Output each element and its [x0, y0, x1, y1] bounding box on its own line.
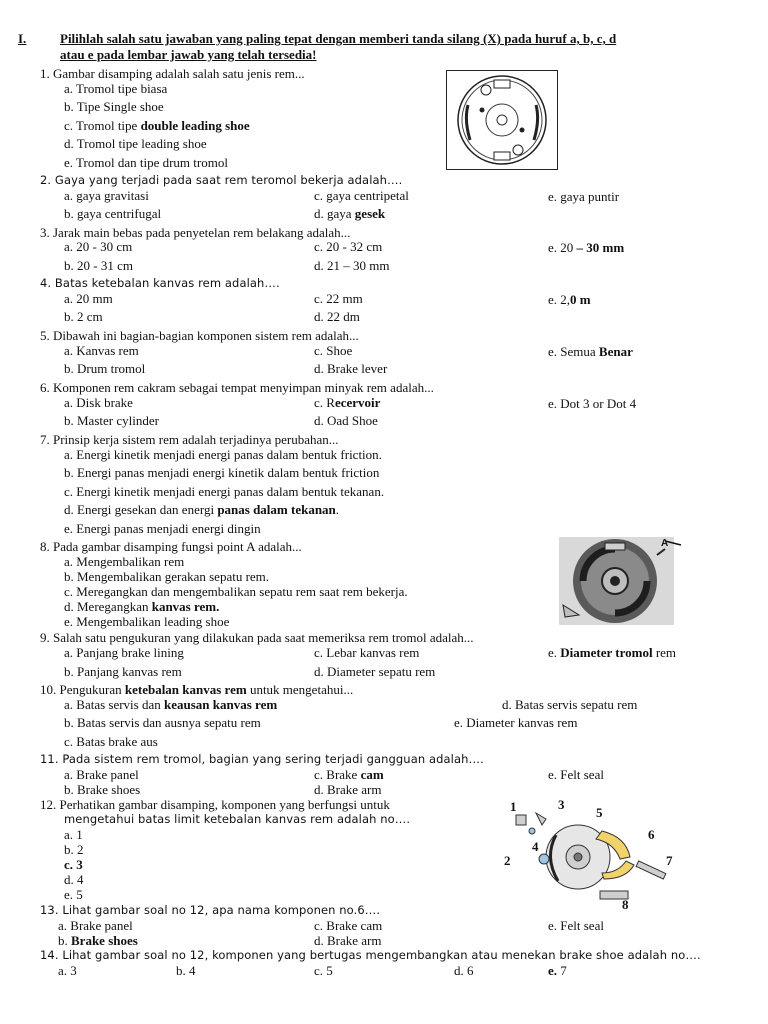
line-text: b. Brake shoes [64, 782, 141, 797]
line-text-tail: rem [652, 645, 677, 660]
line-text: e. Tromol dan tipe drum tromol [64, 155, 228, 170]
question-line [314, 933, 382, 948]
question-line [40, 225, 350, 240]
question-line [64, 502, 339, 517]
question-line [64, 554, 184, 569]
question-line [548, 344, 633, 359]
line-text: a. Mengembalikan rem [64, 554, 185, 569]
question-line [548, 918, 604, 933]
question-line [64, 887, 83, 902]
question-line [64, 664, 182, 679]
question-line [40, 630, 474, 645]
question-line [40, 903, 380, 918]
line-text-tail: 7 [557, 963, 567, 978]
line-text: 3. Jarak main bebas pada penyetelan rem belakang adalah... [40, 225, 351, 240]
line-text: c. Brake cam [314, 918, 383, 933]
question-line [40, 539, 302, 554]
line-text: b. [58, 933, 71, 948]
question-line [64, 155, 228, 170]
figure-label-6: 6 [648, 827, 655, 842]
question-line [64, 188, 149, 203]
question-line [314, 343, 352, 358]
question-line [40, 797, 390, 812]
line-text: a. Brake panel [64, 767, 139, 782]
instruction-line-2: atau e pada lembar jawab yang telah tersedia! [60, 47, 317, 62]
question-line [40, 752, 484, 767]
question-line [314, 188, 409, 203]
question-line [314, 963, 333, 978]
line-text: d. 4 [64, 872, 84, 887]
line-text: d. Energi gesekan dan energi [64, 502, 218, 517]
line-text: 5. Dibawah ini bagian-bagian komponen sistem rem adalah... [40, 328, 359, 343]
line-bold-text: Diameter tromol [560, 645, 653, 660]
line-text: e. 5 [64, 887, 83, 902]
question-line [58, 918, 133, 933]
line-text: d. Batas servis sepatu rem [502, 697, 638, 712]
line-text: a. 20 mm [64, 291, 113, 306]
line-text: b. Mengembalikan gerakan sepatu rem. [64, 569, 270, 584]
line-text: b. Panjang kanvas rem [64, 664, 182, 679]
line-bold-text: – 30 mm [576, 240, 625, 255]
line-text: d. Brake lever [314, 361, 388, 376]
line-text: e. 2, [548, 292, 571, 307]
question-line [40, 682, 353, 697]
question-line [64, 258, 133, 273]
line-text: a. 3 [58, 963, 77, 978]
line-text: e. Energi panas menjadi energi dingin [64, 521, 261, 536]
line-text-tail: . [335, 502, 340, 517]
figure-label-1: 1 [510, 799, 517, 814]
line-text: 8. Pada gambar disamping fungsi point A adalah... [40, 539, 302, 554]
line-text: e. Diameter kanvas rem [454, 715, 578, 730]
line-text: c. Batas brake aus [64, 734, 158, 749]
line-text: 2. Gaya yang terjadi pada saat rem teromol bekerja adalah…. [40, 173, 403, 187]
line-bold-text: panas dalam tekanan [217, 502, 336, 517]
line-text: mengetahui batas limit ketebalan kanvas rem adalah no…. [64, 812, 411, 826]
question-line [40, 380, 434, 395]
line-text: e. Mengembalikan leading shoe [64, 614, 230, 629]
line-text: d. Meregangkan [64, 599, 152, 614]
question-line [548, 963, 567, 978]
question-line [40, 432, 339, 447]
line-text: 9. Salah satu pengukuran yang dilakukan pada saat memeriksa rem tromol adalah... [40, 630, 474, 645]
instruction-number: I. [18, 31, 27, 46]
question-line [64, 569, 269, 584]
line-text: a. Batas servis dan [64, 697, 165, 712]
question-line [64, 309, 103, 324]
question-line [64, 842, 84, 857]
line-bold-text: Brake shoes [71, 933, 138, 948]
line-text: c. gaya centripetal [314, 188, 409, 203]
figure-label-8: 8 [622, 897, 629, 912]
line-bold-text: 0 m [570, 292, 591, 307]
line-text: a. Brake panel [58, 918, 133, 933]
question-line [64, 812, 410, 827]
question-line [454, 715, 577, 730]
question-line [64, 734, 158, 749]
line-text: 12. Perhatikan gambar disamping, komponen yang berfungsi untuk [40, 797, 390, 812]
question-line [314, 664, 435, 679]
line-text: b. Energi panas menjadi energi kinetik dalam bentuk friction [64, 465, 380, 480]
figure-label-a: A [661, 538, 669, 549]
line-text: b. 2 cm [64, 309, 103, 324]
line-text: d. 22 dm [314, 309, 360, 324]
line-text: c. 5 [314, 963, 333, 978]
question-line [176, 963, 196, 978]
line-bold-text: cam [360, 767, 384, 782]
line-text: b. 4 [176, 963, 196, 978]
line-text: c. Meregangkan dan mengembalikan sepatu rem saat rem bekerja. [64, 584, 408, 599]
question-line [64, 206, 161, 221]
line-text: d. Brake arm [314, 933, 382, 948]
line-text: c. 20 - 32 cm [314, 239, 383, 254]
question-line [314, 258, 389, 273]
line-text: a. Disk brake [64, 395, 133, 410]
exploded-brake-figure [496, 795, 682, 913]
line-text: a. gaya gravitasi [64, 188, 149, 203]
line-text: a. Kanvas rem [64, 343, 139, 358]
figure-label-3: 3 [558, 797, 565, 812]
line-text: b. 2 [64, 842, 84, 857]
question-line [314, 239, 382, 254]
question-line [64, 584, 408, 599]
line-text: a. 20 - 30 cm [64, 239, 133, 254]
question-line [548, 189, 619, 204]
line-bold-text: ecervoir [334, 395, 381, 410]
line-text: 10. Pengukuran [40, 682, 125, 697]
line-text: e. 20 [548, 240, 577, 255]
question-line [314, 309, 360, 324]
line-text: e. [548, 645, 561, 660]
line-text: d. Diameter sepatu rem [314, 664, 436, 679]
question-line [64, 599, 219, 614]
question-line [64, 343, 139, 358]
figure-label-7: 7 [666, 853, 673, 868]
line-text: d. 21 – 30 mm [314, 258, 390, 273]
question-line [40, 173, 402, 188]
question-line [64, 361, 145, 376]
line-text: d. Brake arm [314, 782, 382, 797]
question-line [502, 697, 637, 712]
question-line [548, 645, 676, 660]
question-line [64, 782, 140, 797]
question-line [64, 614, 229, 629]
question-line [40, 948, 701, 963]
line-text: 14. Lihat gambar soal no 12, komponen yang bertugas mengembangkan atau menekan brake shoe adalah no…. [40, 948, 701, 962]
line-text: c. Lebar kanvas rem [314, 645, 420, 660]
line-text: d. Tromol tipe leading shoe [64, 136, 207, 151]
question-line [314, 918, 382, 933]
question-line [64, 521, 261, 536]
question-line [58, 933, 138, 948]
question-line [64, 484, 384, 499]
question-line [64, 857, 83, 872]
line-text: 13. Lihat gambar soal no 12, apa nama komponen no.6…. [40, 903, 381, 917]
question-line [64, 118, 250, 133]
line-text: e. gaya puntir [548, 189, 620, 204]
line-text: 7. Prinsip kerja sistem rem adalah terjadinya perubahan... [40, 432, 339, 447]
question-line [314, 767, 384, 782]
question-line [314, 645, 419, 660]
question-line [64, 99, 164, 114]
line-text: e. Felt seal [548, 918, 604, 933]
figure-label-4: 4 [532, 839, 539, 854]
question-line [314, 361, 387, 376]
drum-brake-figure [446, 70, 558, 170]
line-bold-text: kanvas rem. [151, 599, 220, 614]
line-text: 1. Gambar disamping adalah salah satu jenis rem... [40, 66, 305, 81]
figure-label-5: 5 [596, 805, 603, 820]
line-text: c. Energi kinetik menjadi energi panas dalam bentuk tekanan. [64, 484, 385, 499]
line-text: b. Batas servis dan ausnya sepatu rem [64, 715, 261, 730]
line-text: c. 22 mm [314, 291, 363, 306]
line-text: a. Energi kinetik menjadi energi panas dalam bentuk friction. [64, 447, 382, 462]
line-text: e. Felt seal [548, 767, 604, 782]
question-line [64, 413, 159, 428]
line-text-tail: untuk mengetahui... [246, 682, 354, 697]
line-bold-text: ketebalan kanvas rem [124, 682, 247, 697]
instruction-line-1: Pilihlah salah satu jawaban yang paling tepat dengan memberi tanda silang (X) pada huruf a, b, c, d [60, 31, 617, 46]
line-text: e. Semua [548, 344, 599, 359]
question-line [64, 136, 207, 151]
question-line [64, 239, 132, 254]
question-line [64, 447, 382, 462]
line-bold-text: double leading shoe [140, 118, 250, 133]
question-line [40, 328, 359, 343]
line-text: b. Tipe Single shoe [64, 99, 164, 114]
line-text: c. Brake [314, 767, 361, 782]
question-line [314, 206, 385, 221]
line-text: b. gaya centrifugal [64, 206, 162, 221]
line-text: a. 1 [64, 827, 83, 842]
figure-label-2: 2 [504, 853, 511, 868]
line-bold-text: Benar [598, 344, 633, 359]
question-line [314, 395, 380, 410]
line-text: b. Drum tromol [64, 361, 146, 376]
line-text: 4. Batas ketebalan kanvas rem adalah…. [40, 276, 280, 290]
question-line [548, 292, 591, 307]
question-line [454, 963, 474, 978]
line-text: d. gaya [314, 206, 355, 221]
line-bold-text: c. 3 [64, 857, 83, 872]
question-line [64, 697, 277, 712]
question-line [64, 291, 113, 306]
line-text: d. Oad Shoe [314, 413, 378, 428]
question-line [64, 872, 84, 887]
question-line [64, 81, 167, 96]
question-line [64, 715, 261, 730]
question-line [314, 291, 363, 306]
line-text: c. R [314, 395, 335, 410]
line-text: 6. Komponen rem cakram sebagai tempat menyimpan minyak rem adalah... [40, 380, 434, 395]
question-line [314, 782, 382, 797]
line-text: d. 6 [454, 963, 474, 978]
line-text: e. Dot 3 or Dot 4 [548, 396, 637, 411]
line-text: a. Tromol tipe biasa [64, 81, 168, 96]
question-line [548, 240, 624, 255]
question-line [40, 66, 305, 81]
question-line [64, 645, 184, 660]
line-text: b. 20 - 31 cm [64, 258, 133, 273]
line-bold-text: keausan kanvas rem [164, 697, 278, 712]
question-line [40, 276, 280, 291]
line-bold-text: e. [548, 963, 558, 978]
line-text: c. Tromol tipe [64, 118, 141, 133]
question-line [64, 395, 133, 410]
line-text: 11. Pada sistem rem tromol, bagian yang sering terjadi gangguan adalah…. [40, 752, 484, 766]
question-line [314, 413, 378, 428]
question-line [548, 396, 636, 411]
line-text: b. Master cylinder [64, 413, 159, 428]
line-text: c. Shoe [314, 343, 353, 358]
question-line [64, 465, 379, 480]
question-line [548, 767, 604, 782]
line-bold-text: gesek [354, 206, 386, 221]
line-text: a. Panjang brake lining [64, 645, 184, 660]
question-line [64, 767, 139, 782]
question-line [64, 827, 83, 842]
brake-assembly-figure [557, 535, 683, 627]
question-line [58, 963, 77, 978]
